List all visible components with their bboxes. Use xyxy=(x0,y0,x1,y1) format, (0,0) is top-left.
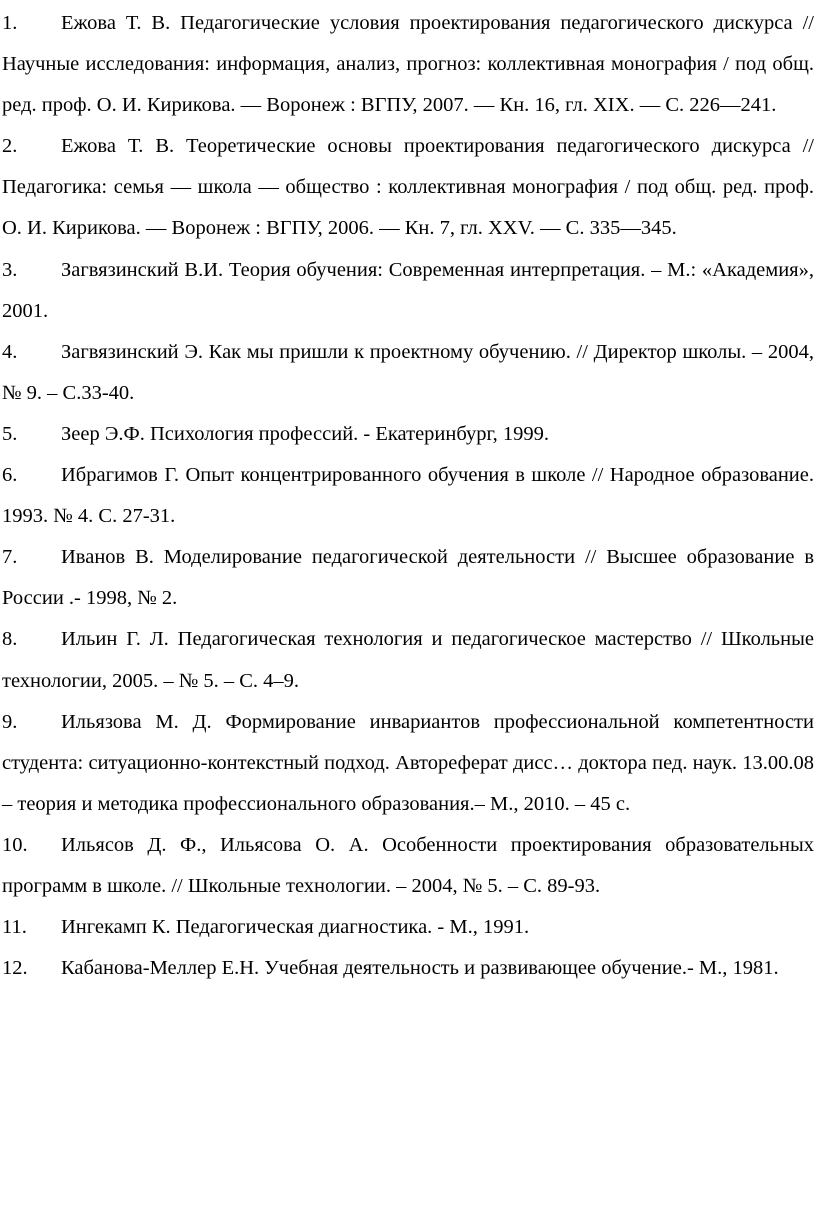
reference-item xyxy=(2,948,814,989)
reference-item xyxy=(2,537,814,619)
reference-number: 11. xyxy=(2,916,27,939)
reference-number: 2. xyxy=(2,135,18,158)
reference-text: Ильясов Д. Ф., Ильясова О. А. Особенности проектирования образовательных программ в школе. // Школьные технологии. – 2004, № 5. – С. 89-93. xyxy=(2,833,814,897)
reference-text: Ильин Г. Л. Педагогическая технология и педагогическое мастерство // Школьные технологии, 2005. – № 5. – С. 4–9. xyxy=(2,628,814,692)
reference-item xyxy=(2,3,814,126)
reference-number: 5. xyxy=(2,422,18,445)
reference-item xyxy=(2,907,814,948)
reference-number: 12. xyxy=(2,957,28,980)
reference-item xyxy=(2,455,814,537)
reference-text: Ингекамп К. Педагогическая диагностика. - М., 1991. xyxy=(61,916,530,939)
reference-item xyxy=(2,250,814,332)
reference-text: Кабанова-Меллер Е.Н. Учебная деятельность и развивающее обучение.- М., 1981. xyxy=(61,957,779,980)
reference-text: Ежова Т. В. Теоретические основы проектирования педагогического дискурса // Педагогика: семья — школа — общество : коллективная монография / под общ. ред. проф. О. И. Кирикова. — Воронеж : ВГПУ, 2006. — Кн. 7, гл. XXV. — С. 335—345. xyxy=(2,135,814,240)
reference-number: 10. xyxy=(2,833,28,856)
reference-text: Иванов В. Моделирование педагогической деятельности // Высшее образование в России .- 1998, № 2. xyxy=(2,546,814,610)
reference-text: Ежова Т. В. Педагогические условия проектирования педагогического дискурса // Научные исследования: информация, анализ, прогноз: коллективная монография / под общ. ред. проф. О. И. Кирикова. — Воронеж : ВГПУ, 2007. — Кн. 16, гл. XIX. — С. 226—241. xyxy=(2,12,814,117)
reference-number: 4. xyxy=(2,340,18,363)
reference-item xyxy=(2,825,814,907)
reference-item xyxy=(2,414,814,455)
reference-text: Зеер Э.Ф. Психология профессий. - Екатеринбург, 1999. xyxy=(61,422,549,445)
reference-text: Загвязинский В.И. Теория обучения: Современная интерпретация. – М.: «Академия», 2001. xyxy=(2,258,814,322)
reference-number: 6. xyxy=(2,464,18,487)
reference-text: Ибрагимов Г. Опыт концентрированного обучения в школе // Народное образование. 1993. № 4. С. 27-31. xyxy=(2,464,814,528)
reference-number: 3. xyxy=(2,258,18,281)
reference-number: 7. xyxy=(2,546,18,569)
reference-number: 8. xyxy=(2,628,18,651)
reference-number: 1. xyxy=(2,12,18,34)
reference-list xyxy=(2,3,814,989)
reference-item xyxy=(2,702,814,825)
reference-item xyxy=(2,332,814,414)
reference-item xyxy=(2,126,814,249)
reference-text: Загвязинский Э. Как мы пришли к проектному обучению. // Директор школы. – 2004, № 9. – С.33-40. xyxy=(2,340,814,404)
reference-item xyxy=(2,619,814,701)
reference-text: Ильязова М. Д. Формирование инвариантов профессиональной компетентности студента: ситуационно-контекстный подход. Автореферат дисс… доктора пед. наук. 13.00.08 – теория и методика профессионального образования.– М., 2010. – 45 с. xyxy=(2,710,814,815)
reference-number: 9. xyxy=(2,710,18,733)
